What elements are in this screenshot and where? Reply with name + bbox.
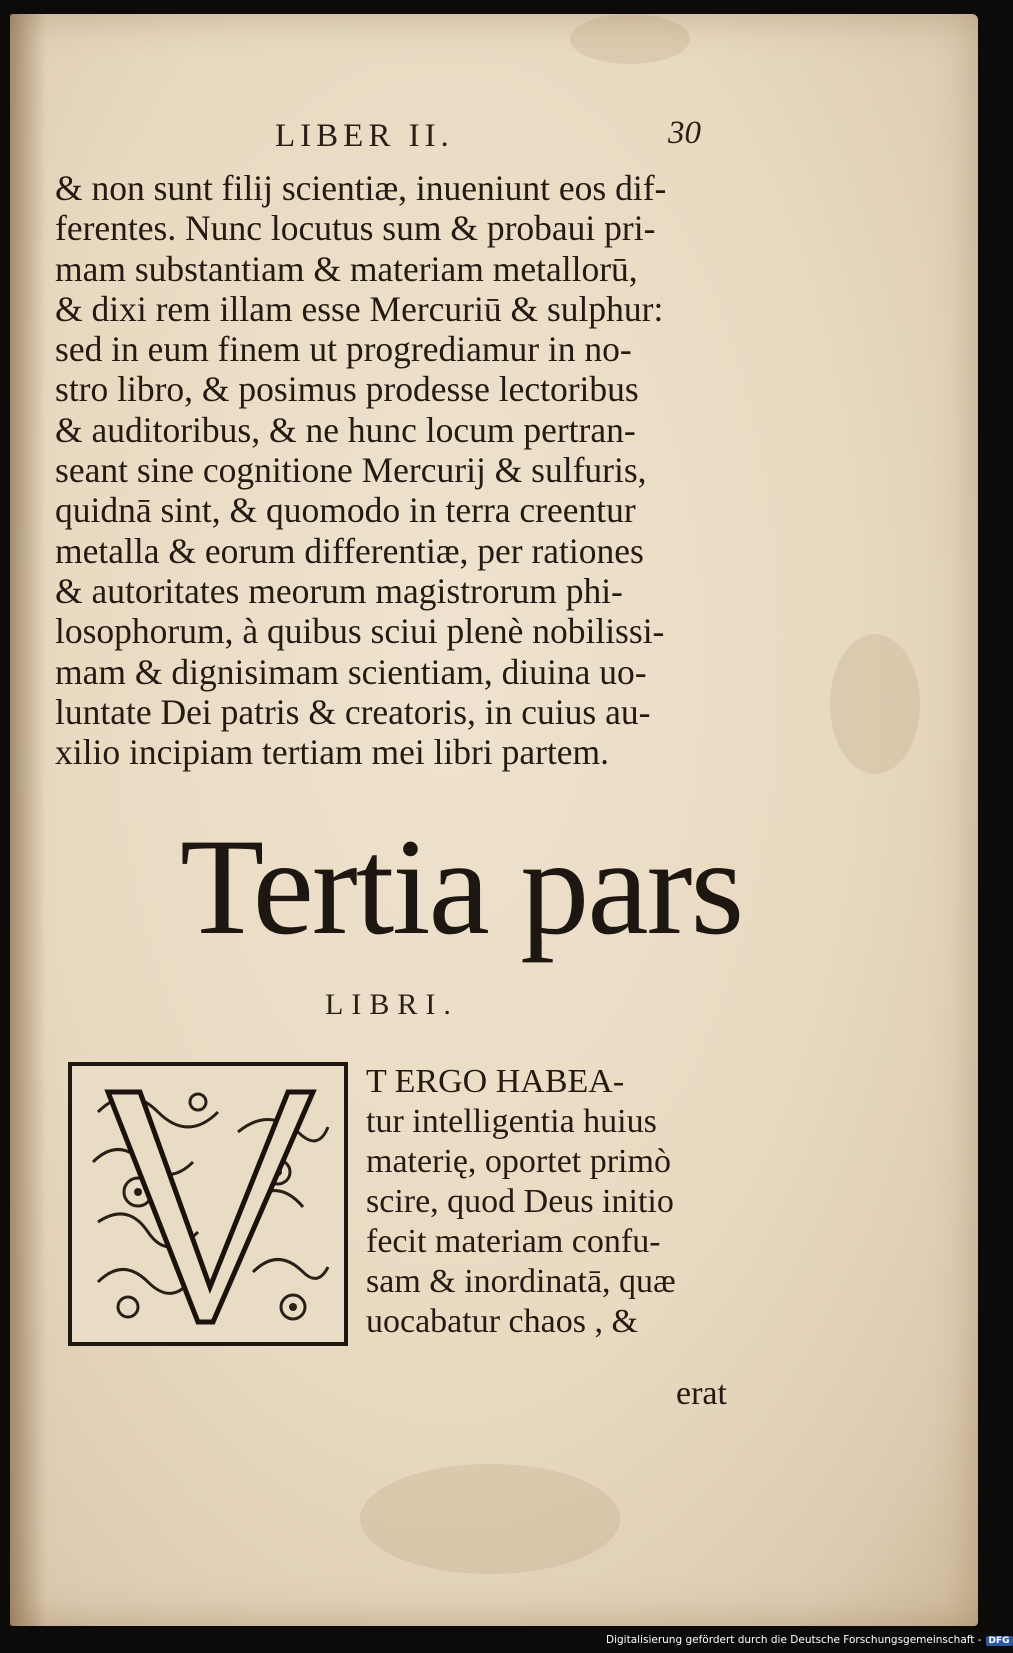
text-line: mam substantiam & materiam metallorū, xyxy=(55,248,638,289)
text-line: quidnā sint, & quomodo in terra creentur xyxy=(55,490,636,531)
text-line: losophorum, à quibus sciui plenè nobilissi- xyxy=(55,611,665,652)
footer-text: Digitalisierung gefördert durch die Deutsche Forschungsgemeinschaft - xyxy=(606,1634,982,1646)
text-line: mam & dignisimam scientiam, diuina uo- xyxy=(55,651,647,692)
paper-stain xyxy=(830,634,920,774)
text-line: & auditoribus, & ne hunc locum pertran- xyxy=(55,409,636,450)
text-line: materię, oportet primò xyxy=(366,1143,671,1180)
text-line: uocabatur chaos , & xyxy=(366,1303,638,1340)
text-line: fecit materiam confu- xyxy=(366,1223,661,1260)
side-text xyxy=(366,1062,746,1342)
section-subtitle: LIBRI. xyxy=(325,988,459,1021)
text-line: & dixi rem illam esse Mercuriū & sulphur: xyxy=(55,288,664,329)
dfg-logo-icon: DFG xyxy=(986,1636,1013,1646)
decorated-initial xyxy=(68,1062,348,1346)
text-line: luntate Dei patris & creatoris, in cuius au- xyxy=(55,691,651,732)
text-line: seant sine cognitione Mercurij & sulfuris, xyxy=(55,450,647,491)
page-gutter-shadow xyxy=(10,14,46,1626)
paper-stain xyxy=(570,14,690,64)
text-line: metalla & eorum differentiæ, per rationes xyxy=(55,530,644,571)
paper-stain xyxy=(360,1464,620,1574)
section-title: Tertia pars xyxy=(180,810,743,963)
catchword: erat xyxy=(676,1375,727,1412)
text-line: scire, quod Deus initio xyxy=(366,1183,674,1220)
text-line: sed in eum finem ut progrediamur in no- xyxy=(55,329,632,370)
text-line: & non sunt filij scientiæ, inueniunt eos dif- xyxy=(55,168,667,208)
text-line: T ERGO HABEA- xyxy=(366,1063,625,1100)
text-line: ferentes. Nunc locutus sum & probaui pri- xyxy=(55,208,656,249)
text-line: xilio incipiam tertiam mei libri partem. xyxy=(55,732,610,773)
text-line: tur intelligentia huius xyxy=(366,1103,657,1140)
ornament-initial-icon xyxy=(78,1072,338,1336)
text-line: & autoritates meorum magistrorum phi- xyxy=(55,570,623,611)
text-line: stro libro, & posimus prodesse lectoribus xyxy=(55,369,639,410)
text-line: sam & inordinatā, quæ xyxy=(366,1263,676,1300)
running-head: LIBER II. xyxy=(275,118,454,154)
page-number: 30 xyxy=(668,115,701,151)
body-text xyxy=(55,168,745,772)
digitization-footer xyxy=(606,1634,1013,1646)
